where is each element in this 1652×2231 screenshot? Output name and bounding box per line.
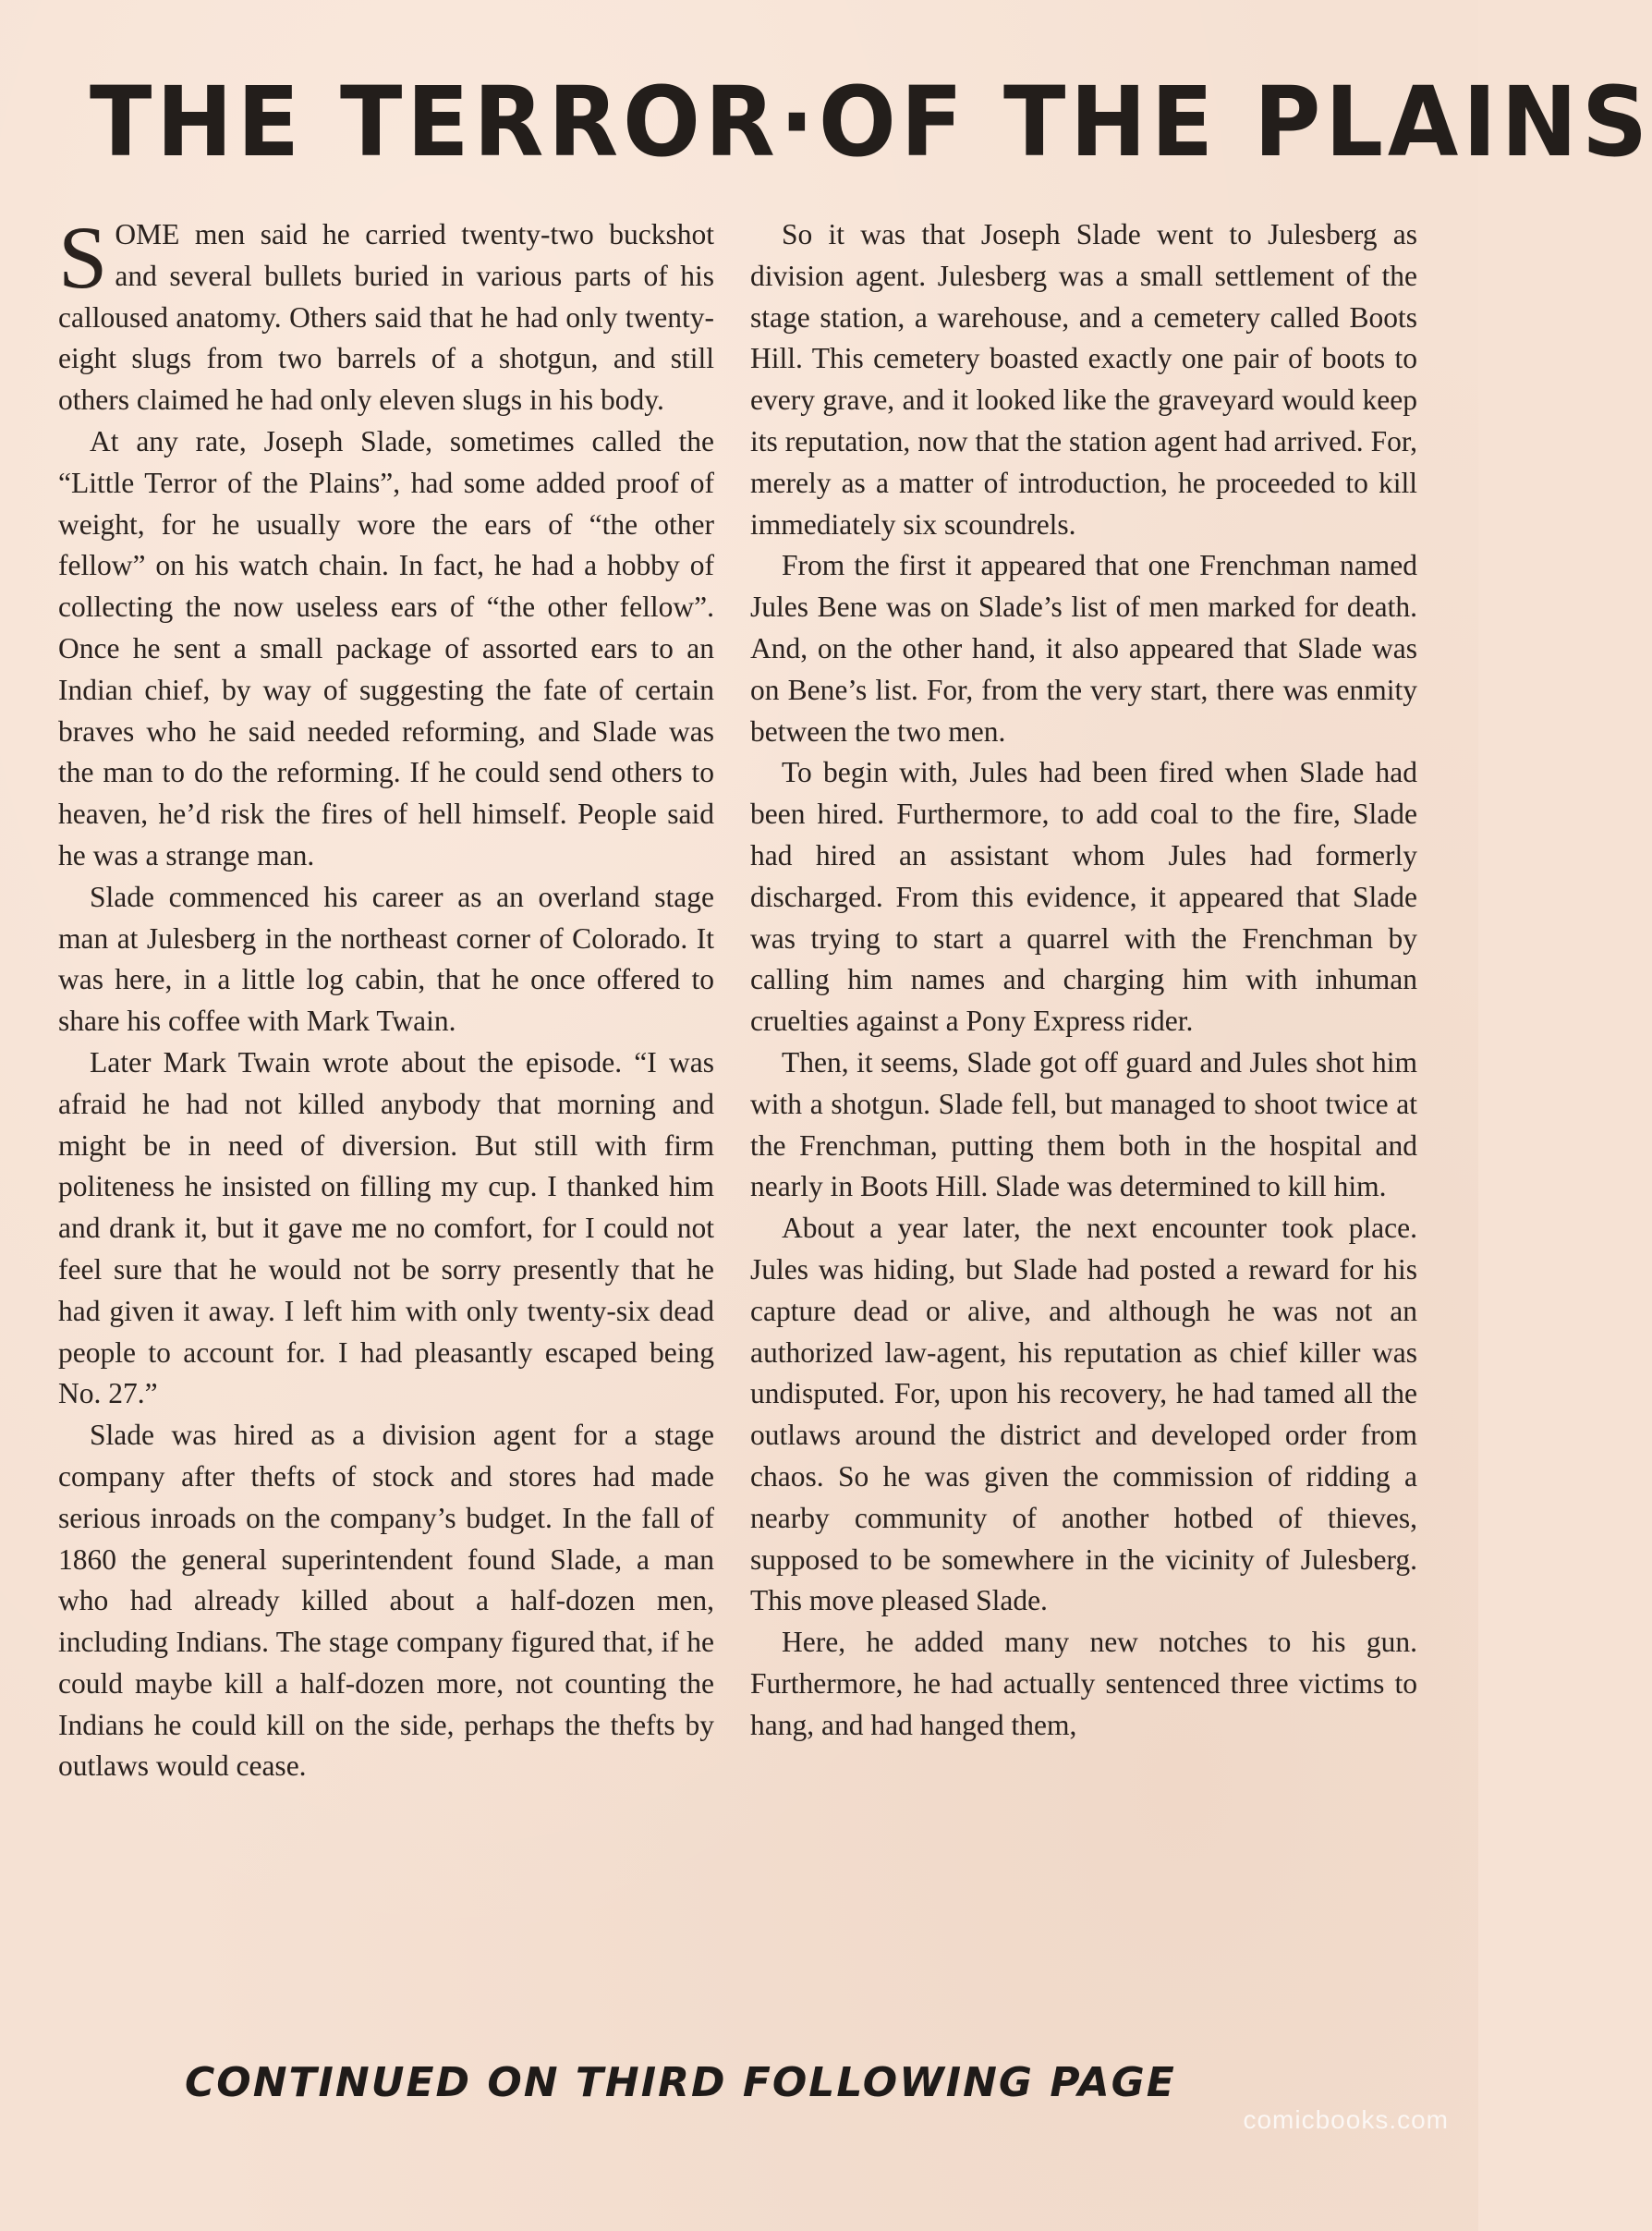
paragraph: Slade commenced his career as an overland stage man at Julesberg in the northeast corner of Colorado. It was here, in a little log cabin, that he once offered to share his coffee with Mark Twain. bbox=[58, 880, 714, 1038]
paragraph bbox=[58, 208, 714, 421]
article-title: THE TERROR·OF THE PLAINS bbox=[90, 66, 1652, 178]
paragraph: About a year later, the next encounter took place. Jules was hiding, but Slade had posted a reward for his capture dead or alive, and although he was not an authorized law-agent, his reputation as chief killer was undisputed. For, upon his recovery, he had tamed all the outlaws around the district and developed order from chaos. So he was given the commission of ridding a nearby community of another hotbed of thieves, supposed to be somewhere in the vicinity of Julesberg. This move pleased Slade. bbox=[750, 1212, 1417, 1617]
drop-cap: S bbox=[58, 208, 108, 307]
watermark: comicbooks.com bbox=[1243, 2105, 1449, 2134]
paragraph: From the first it appeared that one Frenchman named Jules Bene was on Slade’s list of men marked for death. And, on the other hand, it also appeared that Slade was on Bene’s list. For, from the very start, there was enmity between the two men. bbox=[750, 549, 1417, 748]
paragraph: So it was that Joseph Slade went to Julesberg as division agent. Julesberg was a small settlement of the stage station, a warehouse, and a cemetery called Boots Hill. This cemetery boasted exactly one pair of boots to every grave, and it looked like the graveyard would keep its reputation, now that the station agent had arrived. For, merely as a matter of introduction, he proceeded to kill immediately six scoundrels. bbox=[750, 218, 1417, 541]
continued-notice: CONTINUED ON THIRD FOLLOWING PAGE bbox=[185, 2059, 1176, 2106]
left-column bbox=[58, 208, 714, 1787]
paragraph-text: OME men said he carried twenty-two buckshot and several bullets buried in various parts of his calloused anatomy. Others said that he had only twenty-eight slugs from two barrels of a shotgun, and still others claimed he had only eleven slugs in his body. bbox=[58, 218, 714, 417]
paragraph: Then, it seems, Slade got off guard and Jules shot him with a shotgun. Slade fell, but managed to shoot twice at the Frenchman, putting them both in the hospital and nearly in Boots Hill. Slade was determined to kill him. bbox=[750, 1045, 1417, 1203]
right-column bbox=[750, 214, 1417, 1746]
paragraph: Slade was hired as a division agent for a stage company after thefts of stock and stores had made serious inroads on the company’s budget. In the fall of 1860 the general superintendent found Slade, a man who had already killed about a half-dozen men, including Indians. The stage company figured that, if he could maybe kill a half-dozen more, not counting the Indians he could kill on the side, perhaps the thefts by outlaws would cease. bbox=[58, 1419, 714, 1783]
paragraph: At any rate, Joseph Slade, sometimes called the “Little Terror of the Plains”, had some added proof of weight, for he usually wore the ears of “the other fellow” on his watch chain. In fact, he had a hobby of collecting the now useless ears of “the other fellow”. Once he sent a small package of assorted ears to an Indian chief, by way of suggesting the fate of certain braves who he said needed reforming, and Slade was the man to do the reforming. If he could send others to heaven, he’d risk the fires of hell himself. People said he was a strange man. bbox=[58, 424, 714, 872]
paragraph: To begin with, Jules had been fired when Slade had been hired. Furthermore, to add coal to the fire, Slade had hired an assistant whom Jules had formerly discharged. From this evidence, it appeared that Slade was trying to start a quarrel with the Frenchman by calling him names and charging him with inhuman cruelties against a Pony Express rider. bbox=[750, 756, 1417, 1038]
paragraph: Here, he added many new notches to his gun. Furthermore, he had actually sentenced three victims to hang, and had hanged them, bbox=[750, 1626, 1417, 1741]
paragraph: Later Mark Twain wrote about the episode. “I was afraid he had not killed anybody that morning and might be in need of diversion. But still with firm politeness he insisted on filling my cup. I thanked him and drank it, but it gave me no comfort, for I could not feel sure that he would not be sorry presently that he had given it away. I left him with only twenty-six dead people to account for. I had pleasantly escaped being No. 27.” bbox=[58, 1045, 714, 1410]
